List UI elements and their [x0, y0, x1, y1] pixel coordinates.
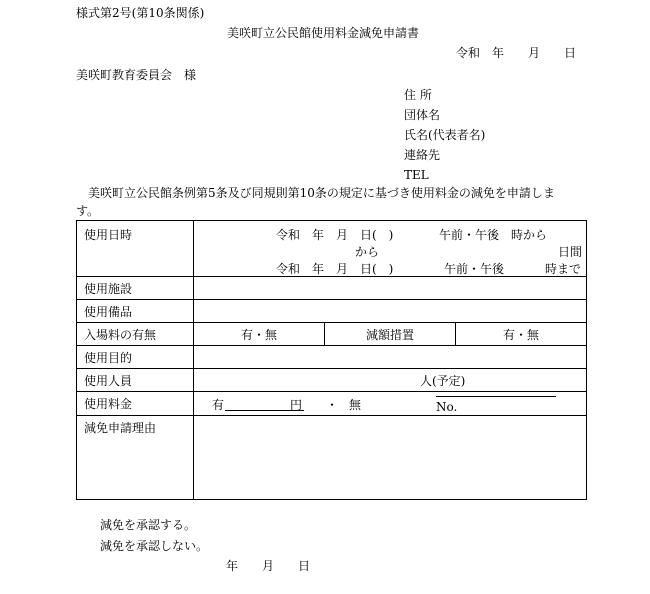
reason-row: [77, 416, 587, 500]
submission-date: 令和 年 月 日: [456, 46, 577, 60]
from-time: 午前・午後 時から: [439, 228, 548, 242]
days-label: 日間: [558, 245, 583, 259]
persons-unit: 人(予定): [420, 373, 466, 388]
persons-label: 使用人員: [77, 369, 194, 392]
kara-label: から: [355, 245, 380, 259]
to-time: 時まで: [545, 262, 582, 276]
purpose-label: 使用目的: [77, 346, 194, 369]
equipment-field[interactable]: [194, 300, 587, 323]
usage-period-row: [77, 221, 587, 277]
reason-field[interactable]: [194, 416, 587, 500]
fee-field[interactable]: [194, 392, 587, 416]
persons-row: [77, 369, 587, 392]
application-table: [76, 220, 587, 500]
fee-number-label: No.: [436, 400, 458, 414]
fee-label: 使用料金: [77, 392, 194, 416]
to-ampm: 午前・午後: [444, 262, 505, 276]
to-date: 令和 年 月 日( ): [276, 262, 394, 276]
admission-row: [77, 323, 587, 346]
reduction-label: 減額措置: [325, 323, 456, 346]
fee-dot: ・: [326, 398, 339, 412]
application-statement-end: す。: [76, 204, 100, 218]
facility-row: [77, 277, 587, 300]
tel-label: TEL: [404, 168, 429, 182]
purpose-field[interactable]: [194, 346, 587, 369]
fee-yen: 円: [290, 398, 303, 412]
facility-label: 使用施設: [77, 277, 194, 300]
fee-yes: 有: [212, 398, 225, 412]
usage-period-field[interactable]: [194, 221, 587, 277]
fee-number-field[interactable]: [436, 396, 556, 414]
equipment-row: [77, 300, 587, 323]
usage-period-label: 使用日時: [77, 221, 194, 277]
disapprove-option[interactable]: 減免を承認しない。: [100, 539, 209, 553]
form-number: 様式第2号(第10条関係): [76, 6, 205, 20]
persons-field[interactable]: [194, 369, 587, 392]
addressee: 美咲町教育委員会 様: [76, 68, 197, 82]
admission-choice[interactable]: 有・無: [194, 323, 325, 346]
document-title: 美咲町立公民館使用料金減免申請書: [227, 26, 420, 40]
admission-label: 入場料の有無: [77, 323, 194, 346]
address-label: 住 所: [404, 88, 432, 102]
group-name-label: 団体名: [404, 108, 441, 122]
fee-row: [77, 392, 587, 416]
from-date: 令和 年 月 日( ): [276, 228, 394, 242]
approve-option[interactable]: 減免を承認する。: [100, 518, 197, 532]
fee-no: 無: [349, 398, 362, 412]
equipment-label: 使用備品: [77, 300, 194, 323]
contact-label: 連絡先: [404, 148, 441, 162]
representative-name-label: 氏名(代表者名): [404, 128, 486, 142]
reduction-choice[interactable]: 有・無: [456, 323, 587, 346]
purpose-row: [77, 346, 587, 369]
facility-field[interactable]: [194, 277, 587, 300]
approval-date: 年 月 日: [226, 559, 311, 573]
application-statement: 美咲町立公民館条例第5条及び同規則第10条の規定に基づき使用料金の減免を申請しま: [88, 186, 555, 200]
reason-label: 減免申請理由: [77, 416, 194, 500]
